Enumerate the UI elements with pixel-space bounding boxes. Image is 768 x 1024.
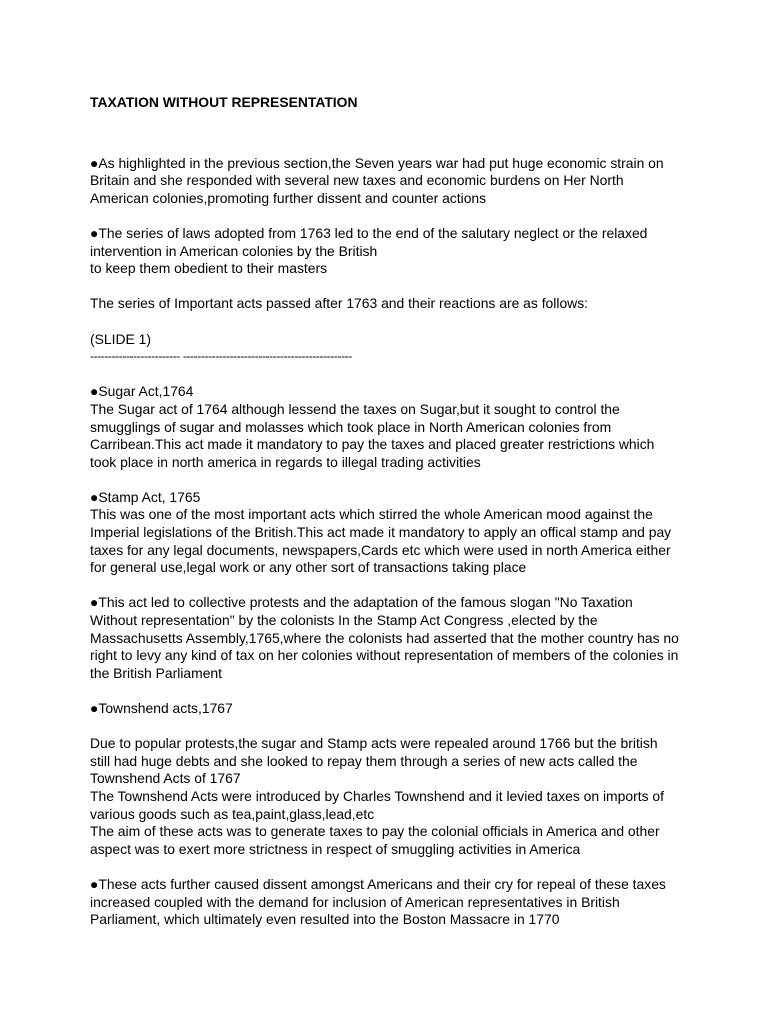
townshend-acts-heading: ●Townshend acts,1767 <box>90 700 233 716</box>
text-line: for general use,legal work or any other sort of transactions taking place <box>90 559 527 576</box>
paragraph-seven-years-war <box>90 155 690 208</box>
text-line: ●As highlighted in the previous section,the Seven years war had put huge economic strain on <box>90 154 664 171</box>
text-line: The aim of these acts was to generate taxes to pay the colonial officials in America and other <box>90 823 660 840</box>
text-line: aspect was to exert more strictness in respect of smuggling activities in America <box>90 840 581 857</box>
text-line: still had huge debts and she looked to repay them through a series of new acts called the <box>90 752 638 769</box>
paragraph-salutary-neglect <box>90 225 690 278</box>
text-line: Carribean.This act made it mandatory to pay the taxes and placed greater restrictions which <box>90 436 655 453</box>
paragraph-stamp-act-congress <box>90 594 690 682</box>
text-line: Due to popular protests,the sugar and Stamp acts were repealed around 1766 but the british <box>90 735 658 752</box>
text-line: ●These acts further caused dissent amongst Americans and their cry for repeal of these taxes <box>90 875 666 892</box>
text-line: ●This act led to collective protests and the adaptation of the famous slogan "No Taxation <box>90 594 633 611</box>
stamp-act-heading: ●Stamp Act, 1765 <box>90 488 201 505</box>
text-line: right to levy any kind of tax on her colonies without representation of members of the colonies in <box>90 647 679 664</box>
text-line: Without representation" by the colonists In the Stamp Act Congress ,elected by the <box>90 612 598 629</box>
sugar-act-heading: ●Sugar Act,1764 <box>90 383 194 400</box>
text-line: took place in north america in regards to illegal trading activities <box>90 453 481 470</box>
text-line: The Townshend Acts were introduced by Charles Townshend and it levied taxes on imports of <box>90 787 664 804</box>
separator-line: ------------------------- ----------------------------------------------- <box>90 349 352 364</box>
text-line: Massachusetts Assembly,1765,where the colonists had asserted that the mother country has no <box>90 629 679 646</box>
text-line: This was one of the most important acts which stirred the whole American mood against the <box>90 506 653 523</box>
paragraph-boston-massacre <box>90 876 690 929</box>
text-line: The series of Important acts passed after 1763 and their reactions are as follows: <box>90 295 589 312</box>
text-line: to keep them obedient to their masters <box>90 260 328 277</box>
text-line: intervention in American colonies by the British <box>90 242 378 259</box>
text-line: American colonies,promoting further dissent and counter actions <box>90 189 487 206</box>
text-line: Britain and she responded with several new taxes and economic burdens on Her North <box>90 172 624 189</box>
slide-label: (SLIDE 1) <box>90 330 151 347</box>
paragraph-townshend-acts <box>90 735 690 858</box>
text-line: Townshend Acts of 1767 <box>90 770 241 787</box>
paragraph-important-acts-intro <box>90 295 690 313</box>
text-line: The Sugar act of 1764 although lessend the taxes on Sugar,but it sought to control the <box>90 400 620 417</box>
text-line: increased coupled with the demand for inclusion of American representatives in British <box>90 893 620 910</box>
paragraph-stamp-act <box>90 506 690 576</box>
text-line: Imperial legislations of the British.This act made it mandatory to apply an offical stamp and pay <box>90 524 672 541</box>
document-title: TAXATION WITHOUT REPRESENTATION <box>90 94 358 110</box>
text-line: the British Parliament <box>90 664 223 681</box>
text-line: Parliament, which ultimately even resulted into the Boston Massacre in 1770 <box>90 911 560 928</box>
document-body <box>90 94 690 929</box>
text-line: various goods such as tea,paint,glass,lead,etc <box>90 805 375 822</box>
paragraph-sugar-act <box>90 401 690 471</box>
text-line: smugglings of sugar and molasses which took place in North American colonies from <box>90 418 612 435</box>
text-line: ●The series of laws adopted from 1763 led to the end of the salutary neglect or the relaxed <box>90 224 648 241</box>
text-line: taxes for any legal documents, newspapers,Cards etc which were used in north America either <box>90 541 671 558</box>
